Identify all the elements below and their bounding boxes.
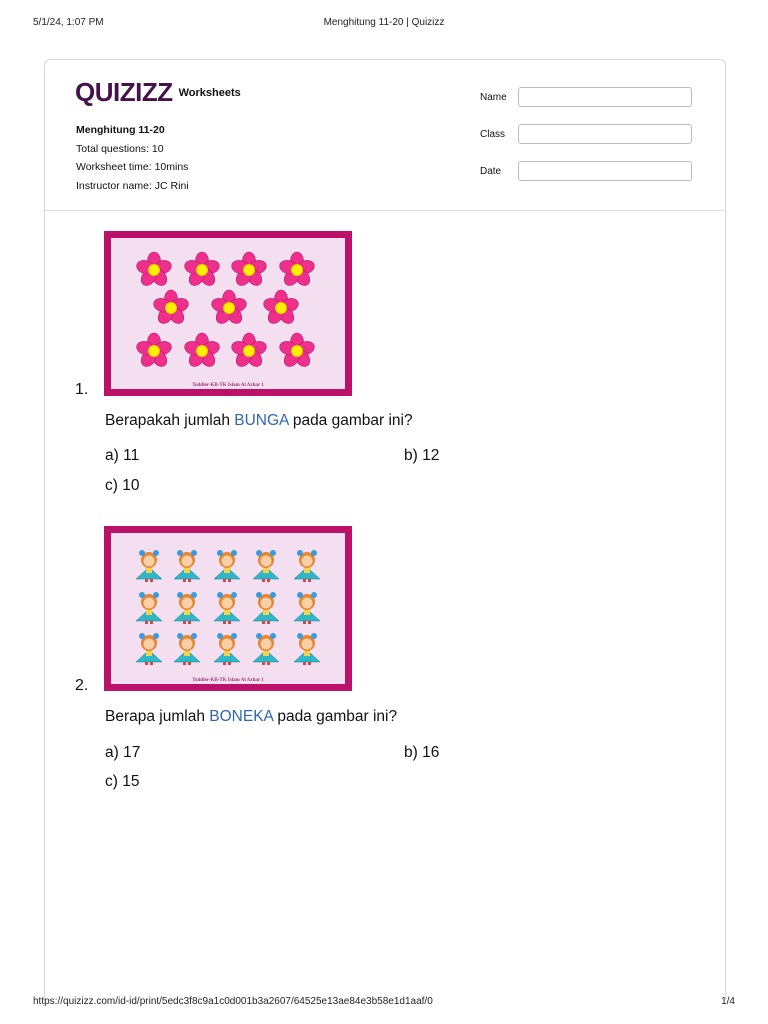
- flower-icon: [278, 252, 316, 288]
- page-url: https://quizizz.com/id-id/print/5edc3f8c9a1c0d001b3a2607/64525e13ae84e3b58e1d1aaf/0: [33, 996, 433, 1007]
- image-caption: Toddler-KB-TK Islam Al Azhar 1: [192, 678, 264, 683]
- option-value: 15: [122, 773, 140, 790]
- student-fields: [480, 86, 692, 197]
- name-row: [480, 86, 692, 108]
- instructor-name: Instructor name: JC Rini: [76, 179, 189, 192]
- option-letter: b): [404, 447, 418, 464]
- option-value: 17: [123, 744, 141, 761]
- option-letter: b): [404, 744, 418, 761]
- flower-icon: [135, 333, 173, 369]
- date-field[interactable]: [518, 161, 692, 181]
- date-label: Date: [480, 165, 502, 177]
- class-field[interactable]: [518, 124, 692, 144]
- logo-wordmark: QUIZIZZ: [75, 77, 173, 107]
- option-letter: c): [105, 477, 118, 494]
- question-text: [105, 708, 397, 726]
- doll-icon: [294, 592, 320, 624]
- flower-icon: [230, 252, 268, 288]
- worksheet-time: Worksheet time: 10mins: [76, 161, 189, 173]
- flower-icon: [278, 333, 316, 369]
- flower-icon: [230, 333, 268, 369]
- option-b[interactable]: [404, 447, 439, 465]
- question-text-after: pada gambar ini?: [288, 412, 413, 429]
- option-letter: a): [105, 744, 119, 761]
- question-highlight: BONEKA: [209, 708, 274, 725]
- total-questions: Total questions: 10: [76, 142, 164, 155]
- doll-icon: [253, 592, 279, 624]
- class-label: Class: [480, 128, 506, 140]
- option-value: 16: [422, 744, 440, 761]
- option-value: 11: [123, 447, 140, 464]
- name-label: Name: [480, 91, 507, 103]
- option-letter: c): [105, 773, 118, 790]
- worksheet-title: Menghitung 11-20: [76, 124, 165, 136]
- option-a[interactable]: [105, 447, 139, 465]
- print-header: [33, 17, 735, 31]
- flower-icon: [152, 290, 190, 326]
- doll-icon: [214, 633, 240, 665]
- doll-icon: [136, 633, 162, 665]
- print-datetime: 5/1/24, 1:07 PM: [33, 17, 104, 28]
- doll-icon: [294, 633, 320, 665]
- flowers-picture: [111, 238, 345, 389]
- flower-icon: [210, 290, 248, 326]
- worksheet-card: [44, 59, 726, 1000]
- worksheet-header: [45, 60, 725, 211]
- page-indicator: 1/4: [721, 996, 735, 1007]
- question-1-image: [104, 231, 352, 396]
- question-text-after: pada gambar ini?: [273, 708, 398, 725]
- option-c[interactable]: [105, 477, 139, 495]
- option-value: 10: [122, 477, 140, 494]
- question-text-before: Berapa jumlah: [105, 708, 210, 725]
- option-value: 12: [422, 447, 440, 464]
- logo-subtitle: Worksheets: [178, 87, 241, 99]
- class-row: [480, 123, 692, 145]
- doll-icon: [214, 550, 240, 582]
- date-row: [480, 160, 692, 182]
- flower-icon: [262, 290, 300, 326]
- option-letter: a): [105, 447, 119, 464]
- flower-icon: [183, 252, 221, 288]
- doll-icon: [294, 550, 320, 582]
- question-text-before: Berapakah jumlah: [105, 412, 235, 429]
- doll-icon: [214, 592, 240, 624]
- doll-icon: [174, 592, 200, 624]
- doll-icon: [136, 550, 162, 582]
- flower-icon: [183, 333, 221, 369]
- question-number: 1.: [75, 381, 89, 398]
- print-page-title: Menghitung 11-20 | Quizizz: [323, 17, 445, 28]
- doll-icon: [253, 550, 279, 582]
- question-number: 2.: [75, 677, 89, 694]
- name-field[interactable]: [518, 87, 692, 107]
- print-footer: [33, 996, 735, 1010]
- question-text: [105, 412, 413, 430]
- option-a[interactable]: [105, 744, 140, 762]
- doll-icon: [253, 633, 279, 665]
- doll-icon: [174, 550, 200, 582]
- option-c[interactable]: [105, 773, 139, 791]
- flower-icon: [135, 252, 173, 288]
- option-b[interactable]: [404, 744, 439, 762]
- quizizz-logo: [75, 78, 241, 106]
- question-highlight: BUNGA: [234, 412, 289, 429]
- image-caption: Toddler-KB-TK Islam Al Azhar 1: [192, 383, 264, 388]
- doll-icon: [174, 633, 200, 665]
- doll-icon: [136, 592, 162, 624]
- dolls-picture: [111, 533, 345, 684]
- worksheet-meta: [76, 121, 189, 195]
- question-2-image: [104, 526, 352, 691]
